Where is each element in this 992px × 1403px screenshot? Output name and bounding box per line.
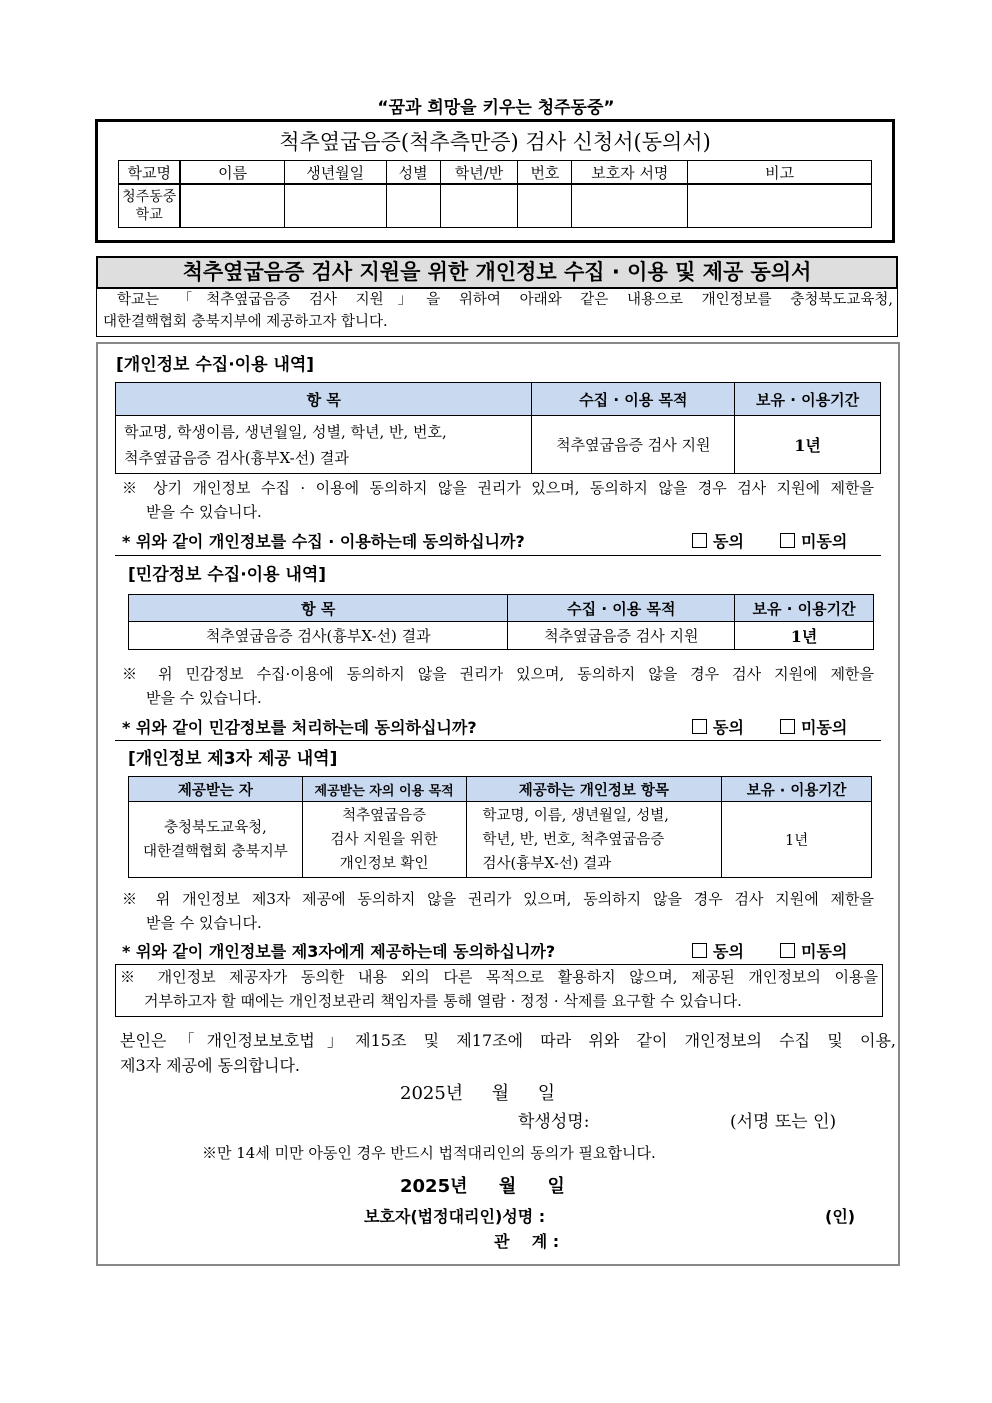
- relation-field[interactable]: [598, 1227, 808, 1249]
- s2-item: 척추옆굽음증 검사(흉부X-선) 결과: [129, 622, 508, 650]
- application-table: [118, 160, 872, 228]
- s1-question: * 위와 같이 개인정보를 수집 · 이용하는데 동의하십니까?: [122, 532, 525, 551]
- student-date: 2025년 월 일: [400, 1083, 556, 1104]
- section2-table: [128, 594, 874, 650]
- notice-line-2: 거부하고자 할 때에는 개인정보관리 책임자를 통해 열람 · 정정 · 삭제를 요구할 수 있습니다.: [144, 992, 742, 1010]
- section3-table: [128, 776, 872, 878]
- s3-recipient-cell: [129, 802, 303, 878]
- consent-title: 척추옆굽음증 검사 지원을 위한 개인정보 수집 · 이용 및 제공 동의서: [96, 256, 898, 289]
- s2-disagree-option[interactable]: [780, 715, 847, 738]
- guardian-sign-field[interactable]: [572, 184, 688, 228]
- s1-item-line-1: 학교명, 학생이름, 생년월일, 성별, 학년, 반, 번호,: [124, 422, 447, 441]
- guardian-seal: (인): [825, 1207, 856, 1226]
- header-number: 번호: [518, 161, 572, 185]
- s3-note-line-1: ※ 위 개인정보 제3자 제공에 동의하지 않을 권리가 있으며, 동의하지 않을 경우 검사 지원에 제한을: [122, 890, 874, 908]
- header-guardian-sign: 보호자 서명: [572, 161, 688, 185]
- s3-agree-checkbox[interactable]: [692, 943, 707, 958]
- s1-disagree-option[interactable]: [780, 529, 847, 552]
- school-motto: “꿈과 희망을 키우는 청주동중”: [377, 98, 615, 118]
- birthdate-field[interactable]: [284, 184, 386, 228]
- s2-note: [122, 662, 874, 710]
- student-name-field[interactable]: [624, 1106, 724, 1128]
- section1-title: [개인정보 수집·이용 내역]: [116, 355, 315, 375]
- header-gender: 성별: [386, 161, 440, 185]
- s1-agree-checkbox[interactable]: [692, 533, 707, 548]
- s1-header-purpose: 수집 · 이용 목적: [532, 383, 735, 416]
- guardian-name-label: 보호자(법정대리인)성명 :: [364, 1207, 546, 1226]
- s2-header-item: 항 목: [129, 595, 508, 622]
- s2-note-line-2: 받을 수 있습니다.: [146, 689, 262, 707]
- s1-note-line-2: 받을 수 있습니다.: [146, 503, 262, 521]
- s3-disagree-label: 미동의: [801, 942, 848, 961]
- section3-title: [개인정보 제3자 제공 내역]: [128, 749, 338, 769]
- s3-header-period: 보유 · 이용기간: [722, 777, 872, 802]
- school-name-cell: 청주동중학교: [119, 184, 181, 228]
- s3-note: [122, 887, 874, 935]
- s3-items-line-3: 검사(흉부X-선) 결과: [482, 855, 612, 872]
- s1-period: 1년: [735, 416, 881, 474]
- s3-purpose-line-1: 척추옆굽음증: [342, 807, 427, 824]
- student-sign-hint: (서명 또는 인): [730, 1112, 837, 1132]
- grade-class-field[interactable]: [440, 184, 518, 228]
- s2-note-line-1: ※ 위 민감정보 수집·이용에 동의하지 않을 권리가 있으며, 동의하지 않을 경우 검사 지원에 제한을: [122, 665, 874, 683]
- s2-purpose: 척추옆굽음증 검사 지원: [508, 622, 735, 650]
- s3-note-line-2: 받을 수 있습니다.: [146, 914, 262, 932]
- s3-purpose-line-3: 개인정보 확인: [339, 855, 429, 872]
- s3-disagree-option[interactable]: [780, 939, 847, 962]
- s3-header-recipient: 제공받는 자: [129, 777, 303, 802]
- s1-note-line-1: ※ 상기 개인정보 수집 · 이용에 동의하지 않을 권리가 있으며, 동의하지 않을 경우 검사 지원에 제한을: [122, 479, 874, 497]
- consent-main-box: [96, 342, 900, 1266]
- remarks-field[interactable]: [688, 184, 872, 228]
- application-box: [95, 119, 895, 243]
- s3-items-cell: [466, 802, 722, 878]
- gender-field[interactable]: [386, 184, 440, 228]
- s2-disagree-label: 미동의: [801, 718, 848, 737]
- header-school: 학교명: [119, 161, 181, 185]
- s3-header-purpose: 제공받는 자의 이용 목적: [302, 777, 466, 802]
- declaration-line-1: 본인은「개인정보보호법」제15조 및 제17조에 따라 위와 같이 개인정보의 수집 및 이용,: [120, 1031, 896, 1050]
- usage-notice: [115, 964, 883, 1017]
- name-field[interactable]: [180, 184, 284, 228]
- relation-label: 관 계 :: [494, 1232, 560, 1251]
- s3-recipient-line-2: 대한결핵협회 충북지부: [143, 843, 288, 860]
- consent-intro: [96, 287, 898, 337]
- s2-agree-option[interactable]: [692, 715, 744, 738]
- s1-disagree-checkbox[interactable]: [780, 533, 795, 548]
- s2-question: * 위와 같이 민감정보를 처리하는데 동의하십니까?: [122, 718, 477, 737]
- s1-note: [122, 476, 874, 524]
- header-grade-class: 학년/반: [440, 161, 518, 185]
- s1-disagree-label: 미동의: [801, 532, 848, 551]
- s1-item-cell: [116, 416, 532, 474]
- notice-line-1: ※ 개인정보 제공자가 동의한 내용 외의 다른 목적으로 활용하지 않으며, 제공된 개인정보의 이용을: [120, 968, 878, 986]
- declaration: [120, 1028, 896, 1078]
- s2-agree-label: 동의: [713, 718, 744, 737]
- number-field[interactable]: [518, 184, 572, 228]
- s1-purpose: 척추옆굽음증 검사 지원: [532, 416, 735, 474]
- minor-note: ※만 14세 미만 아동인 경우 반드시 법적대리인의 동의가 필요합니다.: [202, 1144, 656, 1162]
- s3-disagree-checkbox[interactable]: [780, 943, 795, 958]
- s3-header-items: 제공하는 개인정보 항목: [466, 777, 722, 802]
- guardian-name-field[interactable]: [598, 1202, 808, 1224]
- s3-items-line-2: 학년, 반, 번호, 척추옆굽음증: [482, 831, 665, 848]
- application-title: 척추옆굽음증(척추측만증) 검사 신청서(동의서): [279, 130, 711, 154]
- student-name-label: 학생성명:: [518, 1112, 590, 1132]
- divider: [115, 555, 881, 556]
- declaration-line-2: 제3자 제공에 동의합니다.: [120, 1056, 300, 1075]
- s3-agree-option[interactable]: [692, 939, 744, 962]
- section2-title: [민감정보 수집·이용 내역]: [128, 565, 327, 585]
- s3-period: 1년: [722, 802, 872, 878]
- intro-line-1: 학교는 「척추옆굽음증 검사 지원」을 위하여 아래와 같은 내용으로 개인정보를 충청북도교육청,: [117, 292, 893, 308]
- s1-item-line-2: 척추옆굽음증 검사(흉부X-선) 결과: [124, 448, 349, 467]
- s2-period: 1년: [735, 622, 874, 650]
- s3-items-line-1: 학교명, 이름, 생년월일, 성별,: [482, 807, 669, 824]
- header-name: 이름: [180, 161, 284, 185]
- s3-recipient-line-1: 충청북도교육청,: [164, 819, 267, 836]
- s2-header-period: 보유 · 이용기간: [735, 595, 874, 622]
- s3-purpose-line-2: 검사 지원을 위한: [330, 831, 438, 848]
- header-remarks: 비고: [688, 161, 872, 185]
- s1-header-item: 항 목: [116, 383, 532, 416]
- s1-header-period: 보유 · 이용기간: [735, 383, 881, 416]
- header-birthdate: 생년월일: [284, 161, 386, 185]
- s2-header-purpose: 수집 · 이용 목적: [508, 595, 735, 622]
- s2-agree-checkbox[interactable]: [692, 719, 707, 734]
- s3-agree-label: 동의: [713, 942, 744, 961]
- s2-disagree-checkbox[interactable]: [780, 719, 795, 734]
- s1-agree-option[interactable]: [692, 529, 744, 552]
- s3-purpose-cell: [302, 802, 466, 878]
- section1-table: [115, 382, 881, 474]
- intro-line-2: 대한결핵협회 충북지부에 제공하고자 합니다.: [103, 314, 388, 330]
- s1-agree-label: 동의: [713, 532, 744, 551]
- divider: [115, 740, 881, 741]
- guardian-date: 2025년 월 일: [400, 1176, 565, 1197]
- s3-question: * 위와 같이 개인정보를 제3자에게 제공하는데 동의하십니까?: [122, 942, 556, 961]
